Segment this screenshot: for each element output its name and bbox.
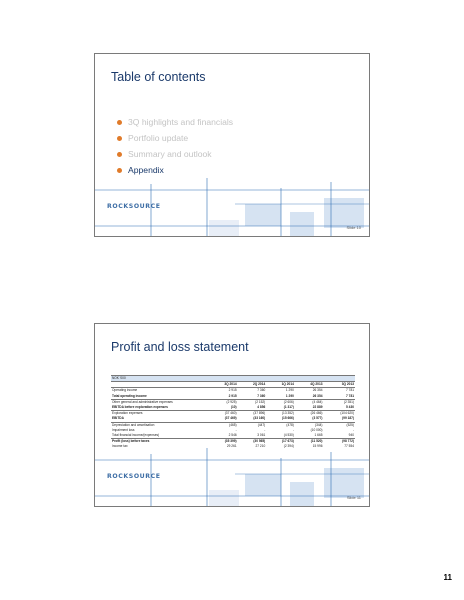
table-cell: (17 673)	[266, 439, 295, 445]
table-cell: (3 577)	[312, 416, 323, 421]
toc-item-summary	[117, 146, 233, 162]
table-cell: (37 896)	[238, 411, 267, 417]
table-cell: 1 290	[285, 388, 294, 393]
table-cell: (344)	[295, 422, 324, 428]
table-cell: 29 261	[226, 444, 237, 449]
table-cell: (13 352)	[266, 411, 295, 417]
toc-item-highlights	[117, 114, 233, 130]
slide-number: Slide 11	[346, 495, 361, 500]
row-label: Impairment loss	[112, 427, 135, 432]
row-label: EBITDA before exploration expenses	[112, 405, 168, 410]
bullet-icon	[117, 168, 122, 173]
table-cell: (2 152)	[238, 399, 267, 405]
toc-item-portfolio	[117, 130, 233, 146]
table-cell: 2 546	[228, 433, 237, 438]
table-cell: -	[235, 427, 237, 432]
table-cell: (2 606)	[266, 399, 295, 405]
table-cell: 2 915	[228, 393, 237, 398]
table-cell: 15 996	[312, 444, 323, 449]
table-cell: 26 354	[312, 393, 323, 398]
company-logo: ROCKSOURCE	[107, 473, 161, 480]
table-cell: (10 000)	[310, 427, 323, 432]
table-cell: (478)	[266, 422, 295, 428]
slide-title: Table of contents	[111, 70, 206, 84]
page-number: 11	[443, 573, 452, 582]
column-header: 4Q 2013	[295, 382, 324, 388]
table-cell: (4 530)	[283, 433, 294, 438]
table-cell: (15 666)	[282, 416, 294, 421]
column-header: 3Q 2013	[324, 382, 356, 388]
table-cell: 26 354	[312, 388, 323, 393]
table-row	[111, 405, 355, 411]
slide-number: Slide 10	[346, 225, 361, 230]
table-cell: (4 464)	[295, 399, 324, 405]
table-cell: 1 665	[314, 433, 323, 438]
table-cell: 77 554	[344, 444, 354, 449]
table-cell: 7 360	[257, 388, 266, 393]
table-cell: (35 399)	[209, 439, 238, 445]
toc-list	[117, 114, 233, 178]
row-label: Other general and administrative expenses	[111, 399, 209, 405]
row-label: Income tax	[112, 444, 128, 449]
table-cell: 3 061	[257, 433, 266, 438]
table-cell: (99 187)	[342, 416, 354, 421]
table-cell: (2 351)	[324, 399, 356, 405]
company-logo: ROCKSOURCE	[107, 203, 161, 210]
table-cell: (447)	[238, 422, 267, 428]
table-cell: (2 394)	[283, 444, 294, 449]
row-label: Operating income	[112, 388, 138, 393]
table-unit: NOK '000	[111, 376, 355, 382]
toc-item-label: Appendix	[128, 165, 164, 175]
table-cell: (10)	[230, 405, 237, 410]
row-label: Profit (loss) before taxes	[111, 439, 209, 445]
toc-item-label: 3Q highlights and financials	[128, 117, 234, 127]
bullet-icon	[117, 120, 122, 125]
table-cell: 7 781	[346, 388, 354, 393]
table-cell: 4 856	[257, 405, 266, 410]
table-cell: 940	[348, 433, 354, 438]
toc-item-label: Summary and outlook	[128, 149, 212, 159]
table-cell: (465)	[209, 422, 238, 428]
column-header: 2Q 2014	[238, 382, 267, 388]
slide-title: Profit and loss statement	[111, 340, 249, 354]
table-cell: (1 317)	[283, 405, 294, 410]
table-cell: 5 430	[346, 405, 354, 410]
table-cell: 7 781	[346, 393, 354, 398]
row-label: EBITDA	[112, 416, 124, 421]
row-label: Depreciation and amortisation	[111, 422, 209, 428]
table-cell: (33 160)	[253, 416, 266, 421]
column-header: 1Q 2014	[266, 382, 295, 388]
bullet-icon	[117, 152, 122, 157]
table-cell: 7 360	[257, 393, 266, 398]
row-label: Total operating income	[112, 393, 147, 398]
row-label: Exploration expenses	[111, 411, 209, 417]
table-cell: 2 915	[228, 388, 237, 393]
table-cell: (104 620)	[324, 411, 356, 417]
table-cell: -	[352, 427, 354, 432]
table-cell: -	[292, 427, 294, 432]
table-cell: (37 469)	[224, 416, 237, 421]
table-row	[111, 422, 355, 428]
pl-slide	[94, 323, 370, 507]
table-cell: (98 772)	[324, 439, 356, 445]
toc-item-appendix	[117, 162, 233, 178]
table-cell: (37 460)	[209, 411, 238, 417]
table-cell: (30 565)	[238, 439, 267, 445]
table-cell: 27 210	[255, 444, 266, 449]
table-cell: (11 520)	[295, 439, 324, 445]
table-cell: 1 290	[285, 393, 294, 398]
table-cell: (26 466)	[295, 411, 324, 417]
bullet-icon	[117, 136, 122, 141]
toc-slide	[94, 53, 370, 237]
table-cell: -	[264, 427, 266, 432]
table-row	[111, 433, 355, 439]
column-header: 3Q 2014	[209, 382, 238, 388]
row-label: Total financial income/(expenses)	[112, 433, 160, 438]
toc-item-label: Portfolio update	[128, 133, 189, 143]
table-cell: (2 925)	[209, 399, 238, 405]
table-cell: (525)	[324, 422, 356, 428]
table-cell: 22 889	[312, 405, 323, 410]
